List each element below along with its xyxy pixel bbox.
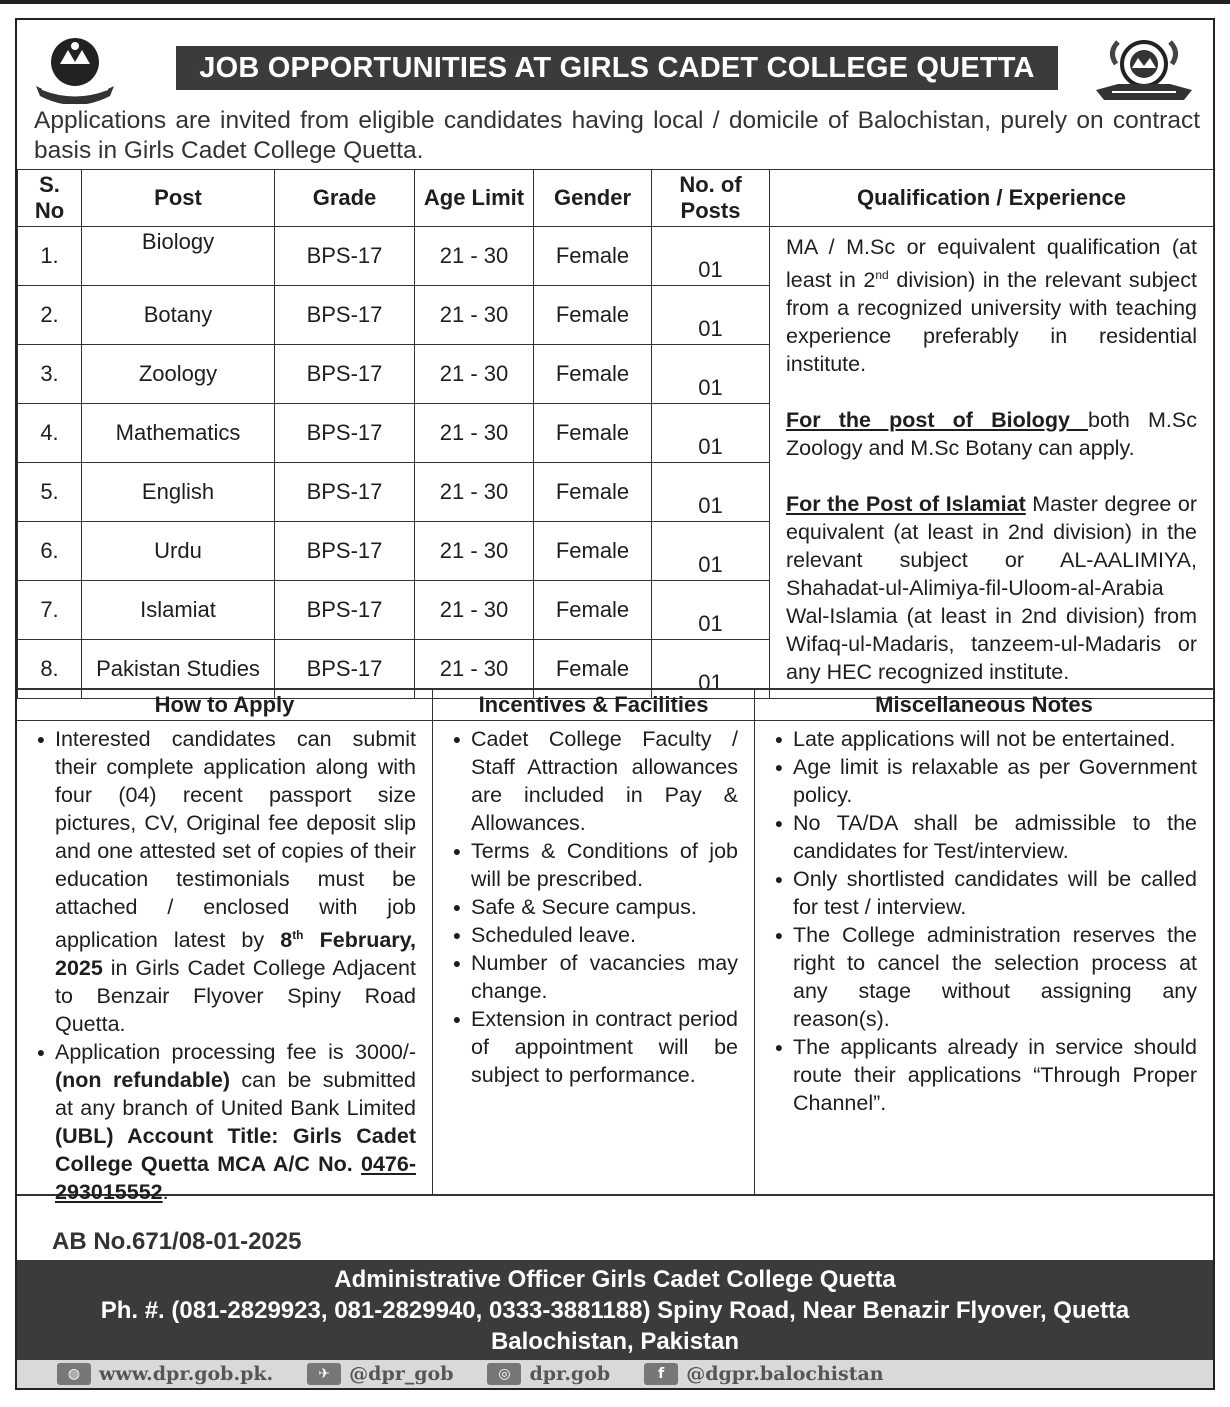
- website-link[interactable]: ◍ www.dpr.gob.pk.: [57, 1363, 273, 1385]
- twitter-icon: ✈: [307, 1363, 341, 1385]
- list-item: ● Terms & Conditions of job will be prescribed.: [452, 839, 738, 891]
- list-item: ● Safe & Secure campus.: [452, 895, 697, 919]
- list-item: ● Interested candidates can submit their complete application along with four (04) recent passport size pictures, CV, Original fee deposit slip and one attested set of copies of their education testimonials must be attached / enclosed with job application latest by 8th February, 2025 in Girls Cadet College Adjacent to Benzair Flyover Spiny Road Quetta.: [36, 727, 417, 1037]
- row-grade: BPS-17: [275, 345, 415, 404]
- qualification-islamiat: For the Post of Islamiat Master degree or equivalent (at least in 2nd division) in the relevant subject or AL-AALIMIYA, Shahadat-ul-Alimiya-fil-Uloom-al-Arabia Wal-Islamia (at least in 2nd division) from Wifaq-ul-Madaris, tanzeem-ul-Madaris or any HEC recognized institute.: [786, 492, 1197, 685]
- row-sno: 8.: [18, 640, 82, 699]
- table-row: [18, 227, 1214, 286]
- list-item: ● Only shortlisted candidates will be called for test / interview.: [774, 867, 1197, 919]
- col-qualification: Qualification / Experience: [770, 170, 1214, 227]
- list-item: ● Cadet College Faculty / Staff Attraction allowances are included in Pay & Allowances.: [452, 727, 738, 835]
- list-item: ● Number of vacancies may change.: [452, 951, 738, 1003]
- row-post: English: [82, 463, 275, 522]
- row-gender: Female: [534, 522, 652, 581]
- row-grade: BPS-17: [275, 581, 415, 640]
- qualification-cell: [770, 227, 1214, 699]
- incentives-title: Incentives & Facilities: [433, 690, 754, 721]
- facebook-icon: f: [644, 1363, 678, 1385]
- list-item: ● Application processing fee is 3000/- (non refundable) can be submitted at any branch of United Bank Limited (UBL) Account Title: Girls Cadet College Quetta MCA A/C No. 0476-293015552.: [36, 1040, 416, 1205]
- list-item: ● Late applications will not be entertained.: [774, 727, 1176, 751]
- col-age: Age Limit: [415, 170, 534, 227]
- col-grade: Grade: [275, 170, 415, 227]
- college-crest-icon: [1088, 34, 1200, 104]
- globe-icon: ◍: [57, 1363, 91, 1385]
- row-sno: 5.: [18, 463, 82, 522]
- row-age: 21 - 30: [415, 522, 534, 581]
- qualification-biology: For the post of Biology both M.Sc Zoology and M.Sc Botany can apply.: [786, 408, 1197, 461]
- notes-title: Miscellaneous Notes: [755, 690, 1213, 721]
- row-sno: 2.: [18, 286, 82, 345]
- row-gender: Female: [534, 404, 652, 463]
- row-grade: BPS-17: [275, 227, 415, 286]
- row-posts: 01: [652, 345, 770, 404]
- social-bar: [17, 1360, 1213, 1388]
- row-age: 21 - 30: [415, 404, 534, 463]
- ab-number: AB No.671/08-01-2025: [52, 1228, 302, 1255]
- row-gender: Female: [534, 345, 652, 404]
- row-posts: 01: [652, 286, 770, 345]
- table-header-row: [18, 170, 1214, 227]
- footer-office: Administrative Officer Girls Cadet College Quetta: [334, 1266, 896, 1293]
- row-post: Mathematics: [82, 404, 275, 463]
- row-age: 21 - 30: [415, 345, 534, 404]
- balochistan-emblem-icon: [30, 34, 120, 104]
- row-sno: 6.: [18, 522, 82, 581]
- qualification-general: MA / M.Sc or equivalent qualification (at least in 2nd division) in the relevant subject from a recognized university with teaching experience preferably in residential institute.: [786, 235, 1197, 377]
- row-posts: 01: [652, 227, 770, 286]
- row-gender: Female: [534, 640, 652, 699]
- page-title: JOB OPPORTUNITIES AT GIRLS CADET COLLEGE QUETTA: [176, 46, 1058, 90]
- row-age: 21 - 30: [415, 640, 534, 699]
- footer-phone: Ph. #. (081-2829923, 081-2829940, 0333-3881188) Spiny Road, Near Benazir Flyover, Quetta: [100, 1297, 1130, 1324]
- list-item: ● Extension in contract period of appointment will be subject to performance.: [452, 1007, 738, 1087]
- list-item: ● No TA/DA shall be admissible to the candidates for Test/interview.: [774, 811, 1197, 863]
- row-age: 21 - 30: [415, 581, 534, 640]
- twitter-link[interactable]: ✈ @dpr_gob: [307, 1363, 453, 1385]
- row-post: Zoology: [82, 345, 275, 404]
- notes-section: [755, 690, 1213, 1194]
- info-columns: [17, 688, 1213, 1205]
- row-sno: 3.: [18, 345, 82, 404]
- row-age: 21 - 30: [415, 463, 534, 522]
- row-post: Urdu: [82, 522, 275, 581]
- list-item: ● The College administration reserves the right to cancel the selection process at any stage without assigning any reason(s).: [774, 923, 1197, 1031]
- list-item: ● The applicants already in service should route their applications “Through Proper Channel”.: [774, 1035, 1197, 1115]
- facebook-link[interactable]: f @dgpr.balochistan: [644, 1363, 883, 1385]
- row-gender: Female: [534, 227, 652, 286]
- row-post: Biology: [82, 227, 275, 286]
- row-gender: Female: [534, 581, 652, 640]
- row-age: 21 - 30: [415, 227, 534, 286]
- row-age: 21 - 30: [415, 286, 534, 345]
- list-item: ● Scheduled leave.: [452, 923, 636, 947]
- instagram-icon: ◎: [487, 1363, 521, 1385]
- instagram-link[interactable]: ◎ dpr.gob: [487, 1363, 610, 1385]
- row-grade: BPS-17: [275, 522, 415, 581]
- row-posts: 01: [652, 581, 770, 640]
- row-grade: BPS-17: [275, 404, 415, 463]
- row-posts: 01: [652, 640, 770, 699]
- col-sno: S. No: [18, 170, 82, 227]
- posts-table: [17, 169, 1214, 699]
- col-gender: Gender: [534, 170, 652, 227]
- col-post: Post: [82, 170, 275, 227]
- row-gender: Female: [534, 463, 652, 522]
- row-post: Pakistan Studies: [82, 640, 275, 699]
- row-grade: BPS-17: [275, 463, 415, 522]
- row-sno: 4.: [18, 404, 82, 463]
- row-gender: Female: [534, 286, 652, 345]
- contact-footer: [17, 1260, 1213, 1360]
- top-rule: [0, 0, 1230, 4]
- row-sno: 7.: [18, 581, 82, 640]
- footer-location: Balochistan, Pakistan: [490, 1328, 740, 1355]
- row-posts: 01: [652, 404, 770, 463]
- how-to-apply-section: [17, 690, 433, 1205]
- list-item: ● Age limit is relaxable as per Government policy.: [774, 755, 1197, 807]
- intro-text: Applications are invited from eligible candidates having local / domicile of Balochistan, purely on contract basis in Girls Cadet College Quetta.: [34, 107, 1200, 164]
- row-posts: 01: [652, 463, 770, 522]
- how-to-apply-title: How to Apply: [17, 690, 432, 721]
- incentives-section: [433, 690, 755, 1194]
- col-posts: No. of Posts: [652, 170, 770, 227]
- row-post: Botany: [82, 286, 275, 345]
- row-grade: BPS-17: [275, 286, 415, 345]
- row-posts: 01: [652, 522, 770, 581]
- row-grade: BPS-17: [275, 640, 415, 699]
- row-post: Islamiat: [82, 581, 275, 640]
- row-sno: 1.: [18, 227, 82, 286]
